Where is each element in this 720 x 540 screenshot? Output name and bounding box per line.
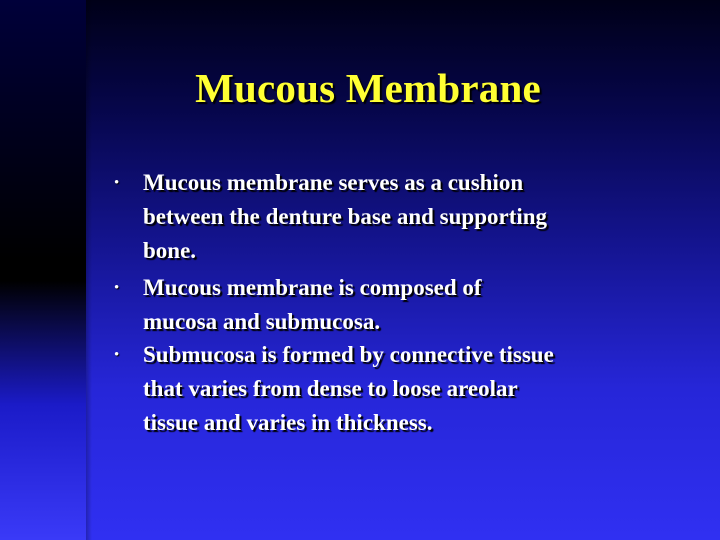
- bullet-text-line: Mucous membrane is composed of: [143, 275, 482, 300]
- slide-title: Mucous Membrane: [195, 65, 541, 111]
- bullet-icon: •: [114, 280, 120, 296]
- bullet-text-line: that varies from dense to loose areolar: [143, 376, 518, 401]
- bullet-text-line: tissue and varies in thickness.: [143, 410, 433, 435]
- bullet-text-line: between the denture base and supporting: [143, 204, 548, 229]
- bullet-icon: •: [114, 347, 120, 363]
- bullet-icon: •: [114, 175, 120, 191]
- bullet-text-line: bone.: [143, 238, 197, 263]
- bullet-text-line: Submucosa is formed by connective tissue: [143, 342, 554, 367]
- bullet-text-line: mucosa and submucosa.: [143, 309, 381, 334]
- bullet-text-line: Mucous membrane serves as a cushion: [143, 170, 524, 195]
